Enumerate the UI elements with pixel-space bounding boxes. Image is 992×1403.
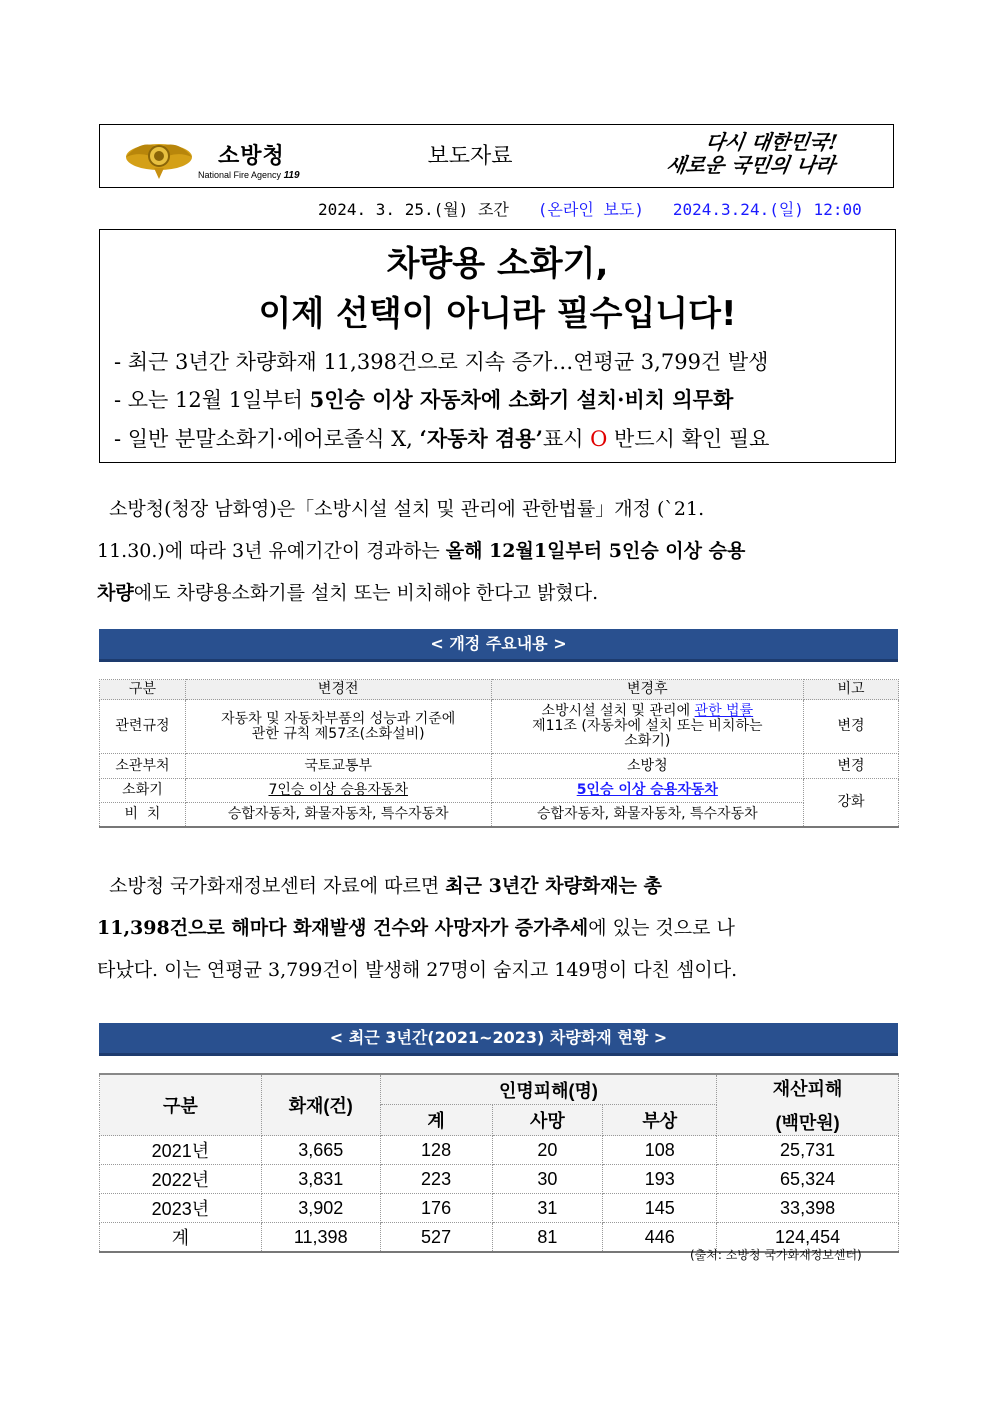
body-paragraph-1: 소방청(청장 남화영)은「소방시설 설치 및 관리에 관한법률」개정 (`21. 11.30.)에 따라 3년 유예기간이 경과하는 올해 12월1일부터 5인승 이상 승용 차량에도 차량용소화기를 설치 또는 비치해야 한다고 밝혔다. (97, 498, 746, 604)
header-property: 재산피해 (백만원) (717, 1074, 899, 1136)
header-before: 변경전 (185, 680, 491, 700)
slogan: 다시 대한민국! 새로운 국민의 나라 (664, 130, 840, 177)
header-note: 비고 (804, 680, 899, 700)
table-header-row (100, 1074, 899, 1105)
cell-note: 변경 (804, 754, 899, 779)
vehicle-fire-stats-table (99, 1073, 899, 1253)
cell-note: 변경 (804, 700, 899, 754)
table-row (100, 754, 899, 779)
summary-bullet-1: - 최근 3년간 차량화재 11,398건으로 지속 증가…연평균 3,799건 발생 (114, 350, 769, 374)
cell-note: 강화 (804, 779, 899, 827)
row-label: 비 치 (100, 803, 186, 827)
header-injuries: 부상 (603, 1105, 717, 1136)
summary-bullet-3: - 일반 분말소화기·에어로졸식 X, ‘자동차 겸용’표시 O 반드시 확인 필요 (114, 426, 770, 451)
header-category: 구분 (100, 680, 186, 700)
agency-logo (124, 134, 299, 180)
header-total: 계 (380, 1105, 492, 1136)
table-row: 2021년 3,665 128 20 108 25,731 (100, 1136, 899, 1165)
source-note: (출처: 소방청 국가화재정보센터) (690, 1248, 862, 1262)
header-fires: 화재(건) (261, 1074, 380, 1136)
doc-type-title: 보도자료 (427, 144, 513, 169)
header-deaths: 사망 (492, 1105, 603, 1136)
header-after: 변경후 (491, 680, 804, 700)
agency-name: 소방청 (218, 144, 285, 169)
table-header-row (100, 680, 899, 700)
table-row (100, 779, 899, 803)
header-category: 구분 (100, 1074, 262, 1136)
fire-agency-emblem-icon (124, 134, 194, 180)
row-label: 소관부처 (100, 754, 186, 779)
press-header (99, 124, 894, 188)
cell-after: 소방청 (491, 754, 804, 779)
agency-english-name: National Fire Agency 119 (198, 170, 300, 181)
table-row (100, 803, 899, 827)
row-label: 소화기 (100, 779, 186, 803)
headline-line-2: 이제 선택이 아니라 필수입니다! (258, 294, 737, 334)
cell-after: 5인승 이상 승용자동차 (491, 779, 804, 803)
headline-line-1: 차량용 소화기, (386, 244, 609, 284)
table1-banner: < 개정 주요내용 > (99, 629, 898, 662)
cell-before: 자동차 및 자동차부품의 성능과 기준에 관한 규칙 제57조(소화설비) (185, 700, 491, 754)
table2-banner: < 최근 3년간(2021~2023) 차량화재 현황 > (99, 1023, 898, 1056)
table-row: 2022년 3,831 223 30 193 65,324 (100, 1165, 899, 1194)
summary-bullet-2: - 오는 12월 1일부터 5인승 이상 자동차에 소화기 설치·비치 의무화 (114, 387, 734, 412)
table-row: 2023년 3,902 176 31 145 33,398 (100, 1194, 899, 1223)
cell-before: 승합자동차, 화물자동차, 특수자동차 (185, 803, 491, 827)
cell-after: 소방시설 설치 및 관리에 관한 법률 제11조 (자동차에 설치 또는 비치하는 소화기) (491, 700, 804, 754)
header-casualties: 인명피해(명) (380, 1074, 717, 1105)
amendment-table (99, 679, 899, 828)
release-date-line: 2024. 3. 25.(월) 조간 (온라인 보도) 2024.3.24.(일) 12:00 (318, 200, 862, 219)
row-label: 관련규정 (100, 700, 186, 754)
headline-box (99, 229, 896, 463)
table-row (100, 700, 899, 754)
cell-before: 국토교통부 (185, 754, 491, 779)
cell-after: 승합자동차, 화물자동차, 특수자동차 (491, 803, 804, 827)
body-paragraph-2: 소방청 국가화재정보센터 자료에 따르면 최근 3년간 차량화재는 총 11,398건으로 해마다 화재발생 건수와 사망자가 증가추세에 있는 것으로 나 타났다. 이는 연평균 3,799건이 발생해 27명이 숨지고 149명이 다친 셈이다. (97, 875, 738, 981)
table-total-row: 계 11,398 527 81 446 124,454 (100, 1223, 899, 1253)
cell-before: 7인승 이상 승용자동차 (185, 779, 491, 803)
